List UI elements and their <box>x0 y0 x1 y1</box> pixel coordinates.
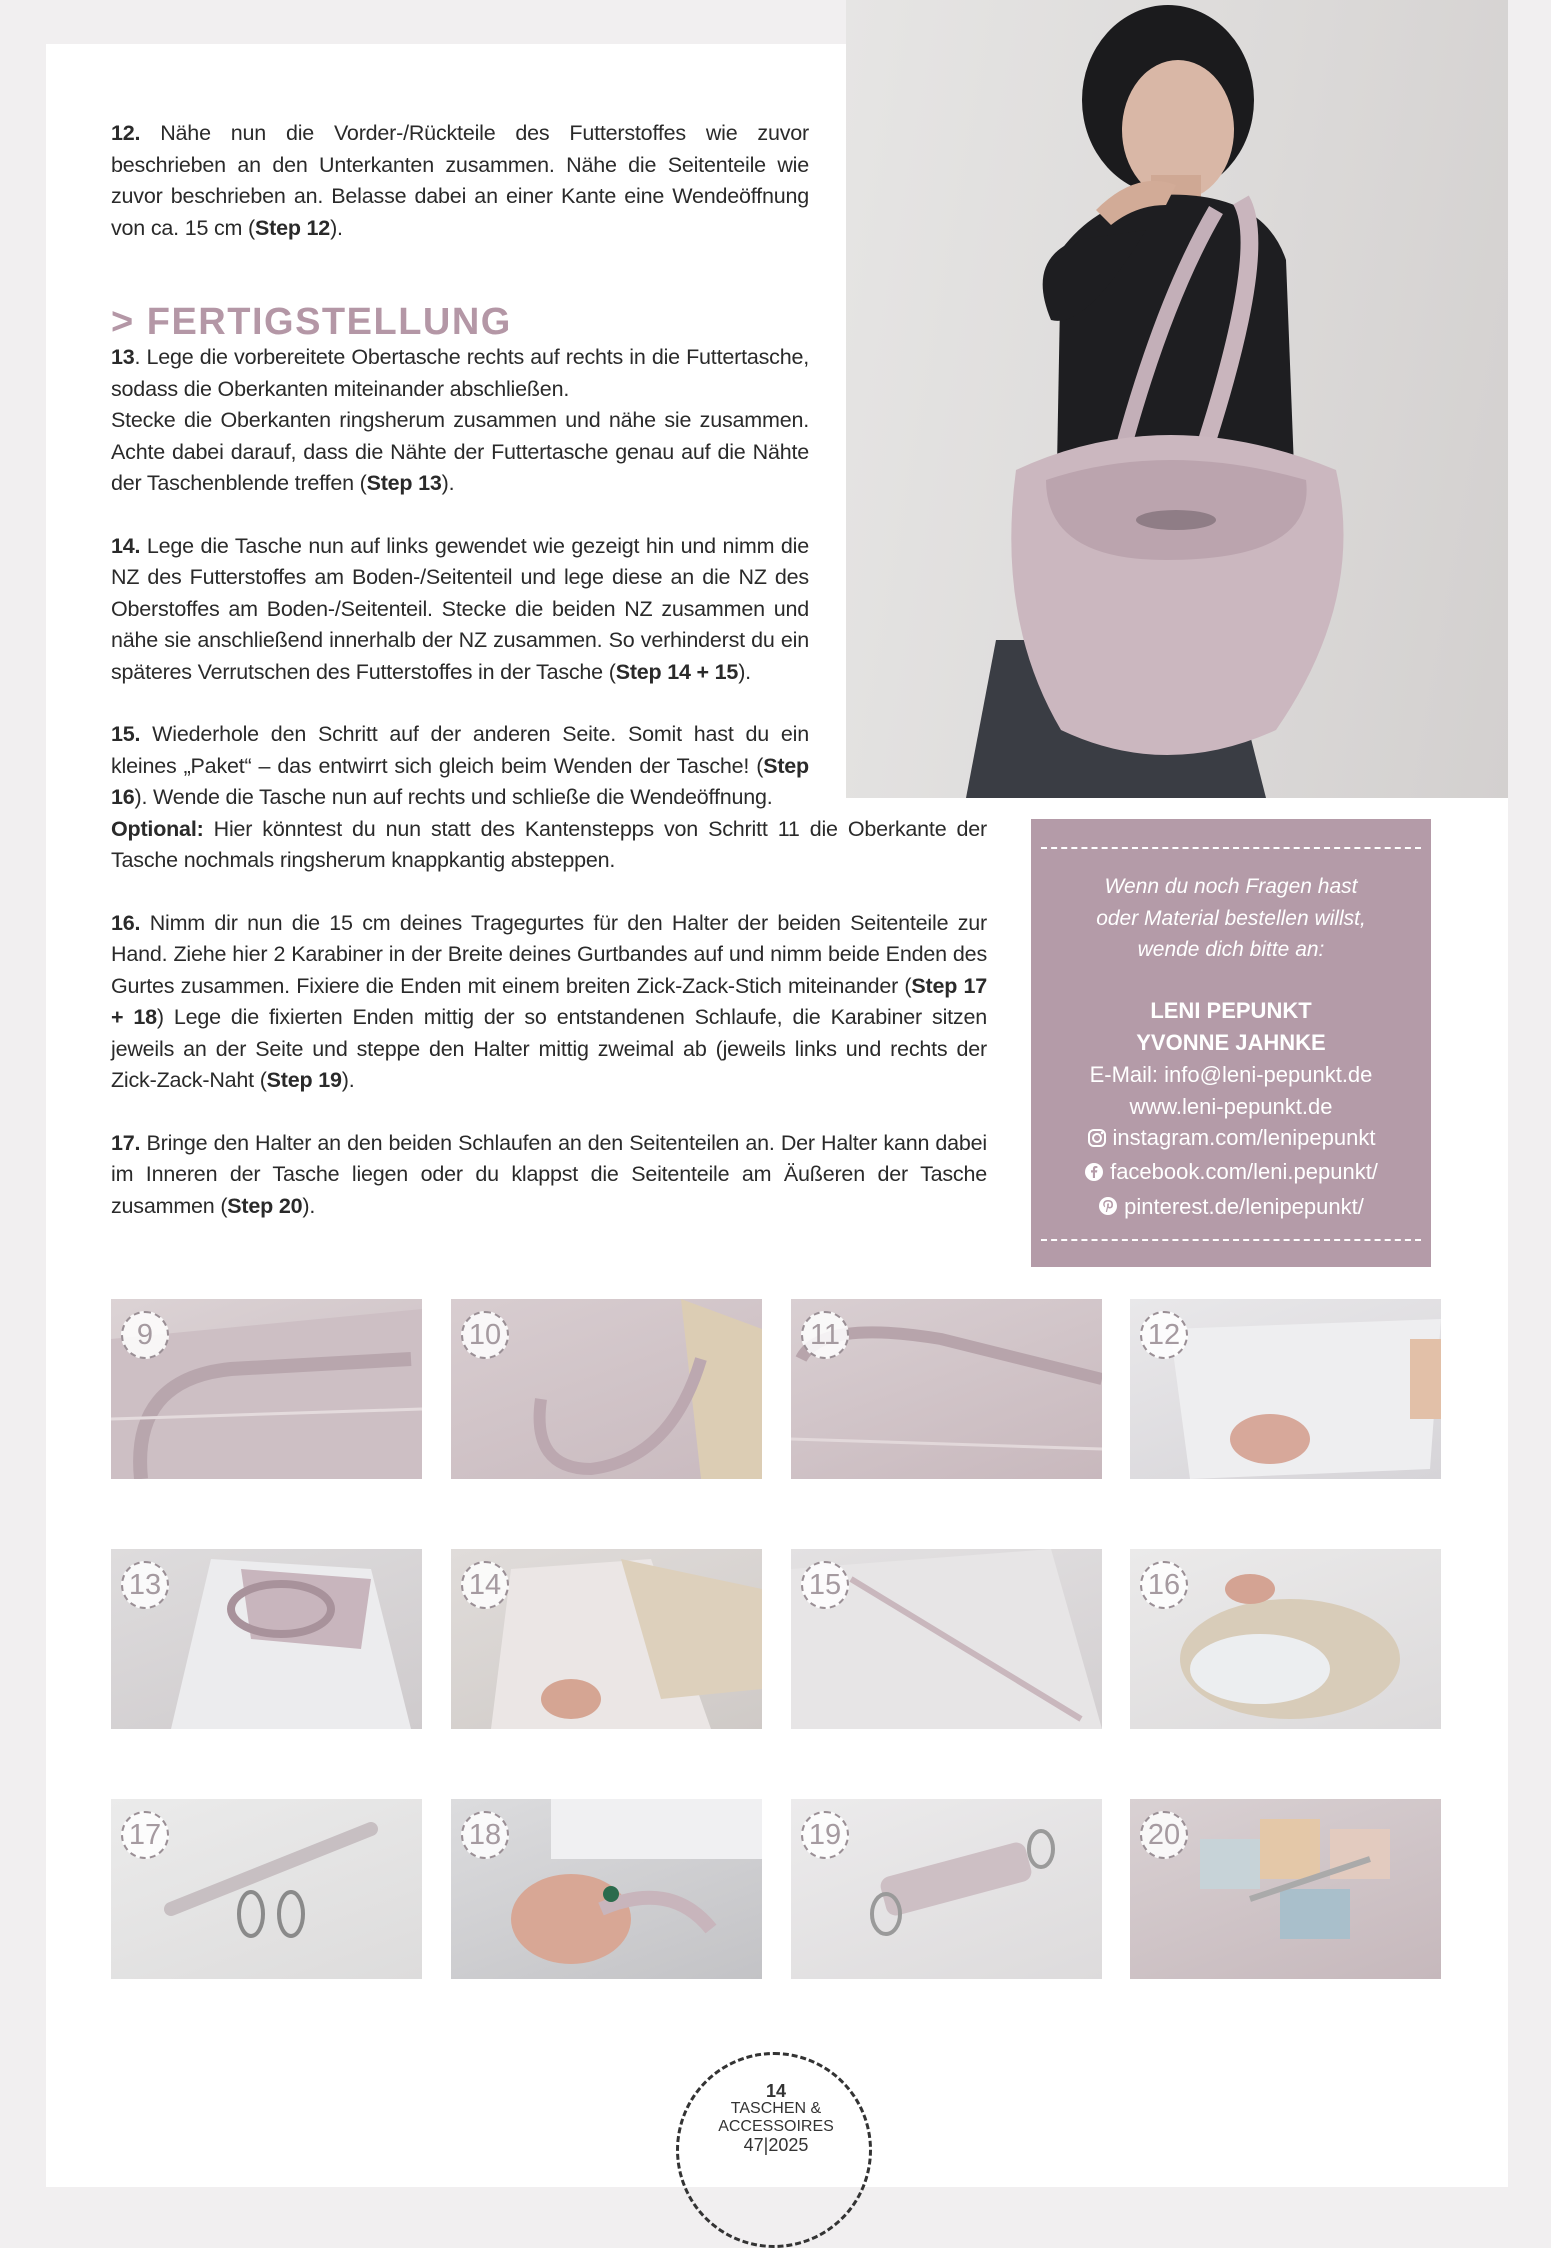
step-text: ). <box>738 659 751 684</box>
step-photo <box>791 1299 1102 1479</box>
contact-intro <box>1031 871 1431 966</box>
instructions-text <box>111 118 987 1253</box>
step-photo <box>791 1549 1102 1729</box>
step-text: Hier könntest du nun statt des Kantenstepps von Schritt 11 die Oberkante der Tasche nochmals ringsherum knappkantig absteppen. <box>111 816 987 872</box>
step-number: 17. <box>111 1130 141 1155</box>
step-photo <box>111 1549 422 1729</box>
step-photo <box>451 1549 762 1729</box>
hero-photo <box>846 0 1508 798</box>
step-12-paragraph <box>111 118 809 244</box>
section-heading: > FERTIGSTELLUNG <box>111 301 512 343</box>
step-text: Wiederhole den Schritt auf der anderen Seite. Somit hast du ein kleines „Paket“ – das entwirrt sich gleich beim Wenden der Tasche! ( <box>111 722 809 778</box>
step-ref: Step 20 <box>227 1193 303 1218</box>
dashed-divider <box>1041 847 1421 849</box>
intro-line: oder Material bestellen willst, <box>1096 906 1366 930</box>
facebook-text: facebook.com/leni.pepunkt/ <box>1110 1159 1378 1185</box>
step-14-paragraph <box>111 531 809 689</box>
issue-number: 47|2025 <box>743 2135 809 2155</box>
instagram-icon <box>1087 1128 1107 1148</box>
step-13-paragraph <box>111 342 809 405</box>
facebook-link[interactable] <box>1084 1156 1378 1188</box>
step-text: ). Wende die Tasche nun auf rechts und schließe die Wendeöffnung. <box>134 785 773 809</box>
step-text: Bringe den Halter an den beiden Schlaufen an den Seitenteilen an. Der Halter kann dabei im Inneren der Tasche liegen oder du klappst die Seitenteile am Äußeren der Tasche zusammen ( <box>111 1130 987 1218</box>
step-number-badge: 9 <box>121 1311 169 1359</box>
step-text: . Lege die vorbereitete Obertasche rechts auf rechts in die Futtertasche, sodass die Oberkanten miteinander abschließen. <box>111 345 809 401</box>
step-photo <box>451 1799 762 1979</box>
step-number-badge: 11 <box>801 1311 849 1359</box>
intro-line: wende dich bitte an: <box>1137 938 1325 961</box>
step-number-badge: 10 <box>461 1311 509 1359</box>
step-number: 15. <box>111 722 141 746</box>
step-photo <box>1130 1549 1441 1729</box>
step-number-badge: 20 <box>1140 1811 1188 1859</box>
magazine-title-line: ACCESSOIRES <box>718 2118 834 2135</box>
step-ref: Step 17 + 18 <box>111 973 987 1029</box>
step-text: Nähe nun die Vorder-/Rückteile des Futterstoffes wie zuvor beschrieben an den Unterkanten zusammen. Nähe die Seitenteile wie zuvor beschrieben an. Belasse dabei an einer Kante eine Wendeöffnung von ca. 15 cm ( <box>111 121 809 240</box>
step-number: 13 <box>111 345 135 369</box>
facebook-icon <box>1084 1162 1104 1182</box>
step-text: Stecke die Oberkanten ringsherum zusammen und nähe sie zusammen. Achte dabei darauf, dass die Nähte der Futtertasche genau auf die Nähte der Taschenblende treffen ( <box>111 408 809 495</box>
step-text: ). <box>441 471 455 495</box>
hero-illustration <box>846 0 1508 798</box>
pinterest-link[interactable] <box>1098 1191 1364 1223</box>
step-number: 14. <box>111 533 141 558</box>
person-name: YVONNE JAHNKE <box>1136 1029 1326 1055</box>
email-link[interactable]: E-Mail: info@leni-pepunkt.de <box>1089 1062 1373 1087</box>
pinterest-text: pinterest.de/lenipepunkt/ <box>1124 1193 1364 1219</box>
brand-name: LENI PEPUNKT <box>1150 998 1312 1023</box>
step-text: Lege die Tasche nun auf links gewendet wie gezeigt hin und nimm die NZ des Futterstoffes am Boden-/Seitenteil und lege diese an die NZ des Oberstoffes am Boden-/Seitenteil. Stecke die beiden NZ zusammen und nähe sie anschließend innerhalb der NZ zusammen. So verhinderst du ein späteres Verrutschen des Futterstoffes in der Tasche ( <box>111 533 809 684</box>
step-photo <box>791 1799 1102 1979</box>
step-photo <box>1130 1799 1441 1979</box>
intro-line: Wenn du noch Fragen hast <box>1104 875 1358 898</box>
page-number: 14 <box>765 2081 787 2101</box>
step-photo <box>111 1299 422 1479</box>
pinterest-icon <box>1098 1196 1118 1216</box>
step-number-badge: 19 <box>801 1811 849 1859</box>
contact-names <box>1031 995 1431 1058</box>
step-text: ) Lege die fixierten Enden mittig der so entstandenen Schlaufe, die Karabiner sitzen jeweils an der Seite und steppe den Halter mittig zweimal ab (jeweils links und rechts der Zick-Zack-Naht ( <box>111 1005 987 1092</box>
footer-text <box>676 2082 876 2154</box>
step-number-badge: 14 <box>461 1561 509 1609</box>
step-number-badge: 17 <box>121 1811 169 1859</box>
contact-info <box>1031 1059 1431 1225</box>
step-13-paragraph-2 <box>111 405 809 500</box>
step-number: 12. <box>111 121 141 145</box>
step-number-badge: 16 <box>1140 1561 1188 1609</box>
step-ref: Step 12 <box>254 215 331 240</box>
optional-paragraph <box>111 814 987 877</box>
page-footer <box>676 2052 876 2193</box>
step-ref: Step 14 + 15 <box>615 659 739 684</box>
step-15-paragraph <box>111 719 809 814</box>
step-number: 16. <box>111 910 141 935</box>
step-text: ). <box>330 215 343 240</box>
step-photo <box>451 1299 762 1479</box>
dashed-divider <box>1041 1239 1421 1241</box>
step-ref: Step 19 <box>266 1068 342 1092</box>
optional-label: Optional: <box>111 816 204 841</box>
step-photo <box>111 1799 422 1979</box>
step-photo <box>1130 1299 1441 1479</box>
step-text: ). <box>302 1193 316 1218</box>
step-text: Nimm dir nun die 15 cm deines Tragegurtes für den Halter der beiden Seitenteile zur Hand. Ziehe hier 2 Karabiner in der Breite deines Gurtbandes auf und nimm beide Enden des Gurtes zusammen. Fixiere die Enden mit einem breiten Zick-Zack-Stich miteinander ( <box>111 910 987 998</box>
step-text: ). <box>341 1068 355 1092</box>
magazine-title-line: TASCHEN & <box>730 2100 822 2117</box>
contact-box <box>1031 819 1431 1267</box>
step-16-paragraph <box>111 908 987 1097</box>
instagram-text: instagram.com/lenipepunkt <box>1112 1125 1376 1150</box>
step-number-badge: 12 <box>1140 1311 1188 1359</box>
step-number-badge: 13 <box>121 1561 169 1609</box>
website-link[interactable]: www.leni-pepunkt.de <box>1129 1093 1333 1119</box>
step-ref: Step 13 <box>366 471 442 495</box>
step-number-badge: 18 <box>461 1811 509 1859</box>
step-17-paragraph <box>111 1128 987 1223</box>
step-ref: Step 16 <box>111 753 809 809</box>
step-number-badge: 15 <box>801 1561 849 1609</box>
instagram-link[interactable] <box>1087 1122 1376 1154</box>
